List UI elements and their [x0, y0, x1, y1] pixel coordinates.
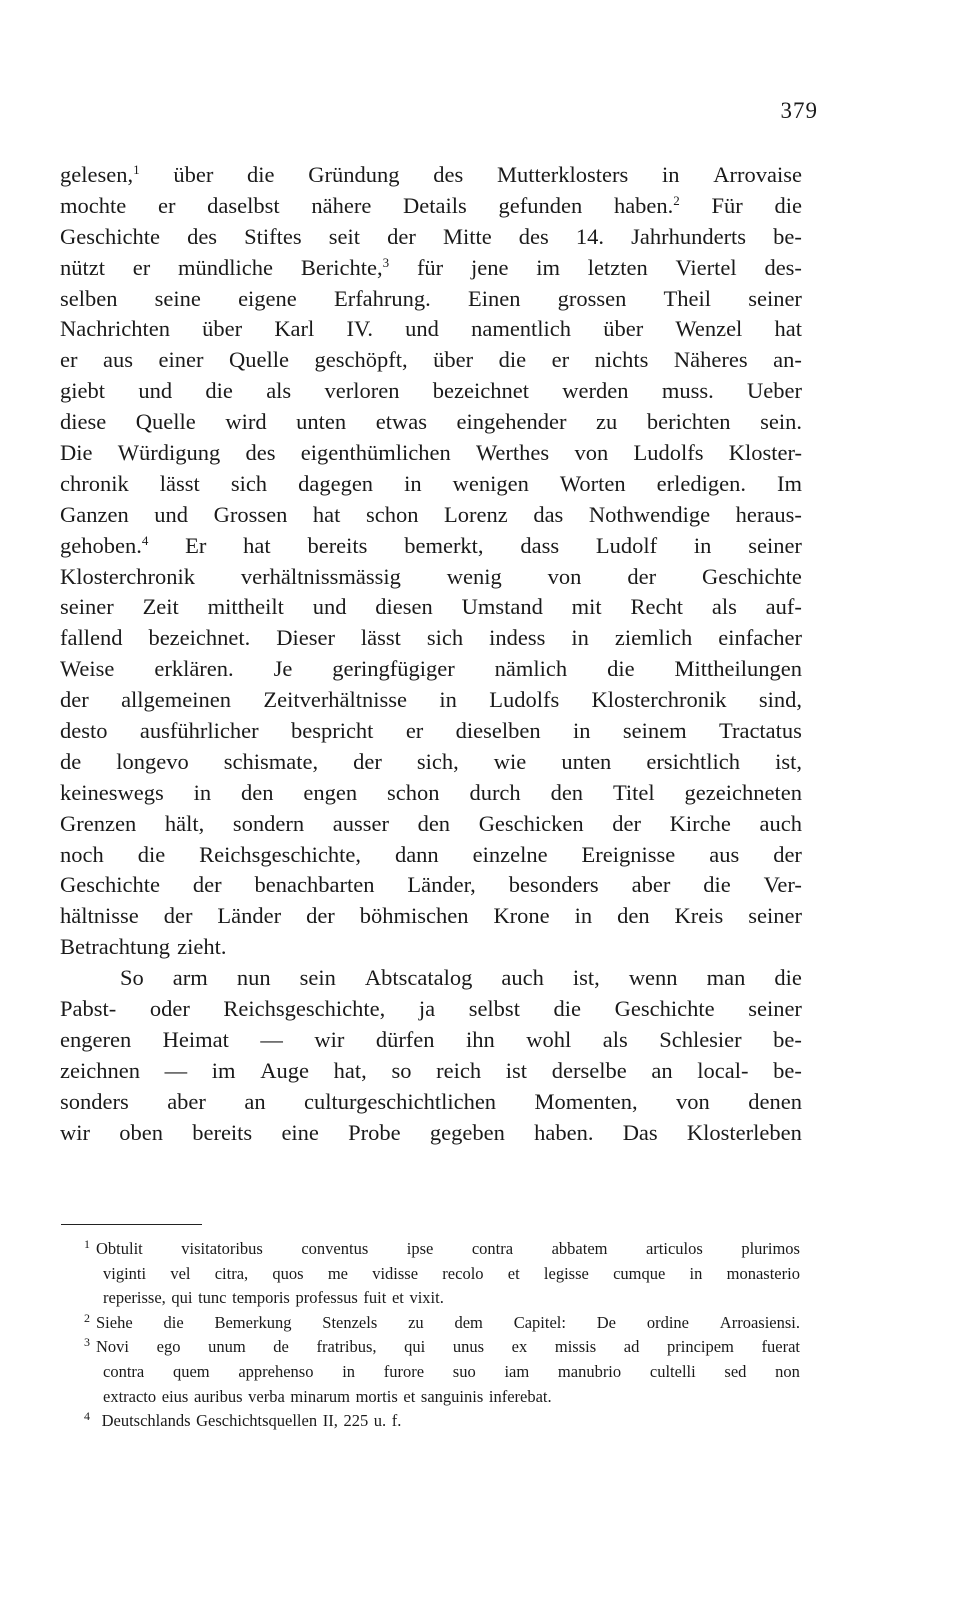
text-line: Die Würdigung des eigenthümlichen Werthes von Ludolfs Kloster- [60, 440, 802, 466]
footnote-separator [61, 1224, 202, 1225]
text-line: chronik lässt sich dagegen in wenigen Worten erledigen. Im [60, 470, 802, 496]
text-line: So arm nun sein Abtscatalog auch ist, wenn man die [120, 965, 802, 991]
page-number: 379 [780, 98, 818, 123]
footnote-line: extracto eius auribus verba minarum mortis et sanguinis inferebat. [103, 1386, 552, 1406]
footnote-line: $^2$ Siehe die Bemerkung Stenzels zu dem Capitel: De ordine Arroasiensi. [84, 1310, 800, 1332]
text-line: sonders aber an culturgeschichtlichen Momenten, von denen [60, 1088, 802, 1114]
text-line: noch die Reichsgeschichte, dann einzelne Ereignisse aus der [60, 841, 802, 867]
text-line: Geschichte des Stiftes seit der Mitte des 14. Jahrhunderts be- [60, 223, 802, 249]
text-line: zeichnen — im Auge hat, so reich ist derselbe an local- be- [60, 1057, 802, 1083]
text-line: Betrachtung zieht. [60, 934, 227, 960]
text-line: wir oben bereits eine Probe gegeben haben. Das Klosterleben [60, 1119, 802, 1145]
footnote-line: contra quem apprehenso in furore suo iam manubrio cultelli sed non [103, 1361, 800, 1381]
footnote-marker: 4 [84, 1409, 90, 1424]
text-line: giebt und die als verloren bezeichnet werden muss. Ueber [60, 378, 802, 404]
text-line: desto ausführlicher bespricht er dieselben in seinem Tractatus [60, 718, 802, 744]
main-text [60, 160, 802, 1149]
text-line: Klosterchronik verhältnissmässig wenig von der Geschichte [60, 563, 802, 589]
text-line: gelesen,$^1$ über die Gründung des Mutterklosters in Arrovaise [60, 162, 802, 187]
footnote-line: $^1$ Obtulit visitatoribus conventus ipse contra abbatem articulos plurimos [84, 1237, 800, 1258]
text-line: keineswegs in den engen schon durch den Titel gezeichneten [60, 779, 802, 805]
text-line: der allgemeinen Zeitverhältnisse in Ludolfs Klosterchronik sind, [60, 687, 802, 713]
footnote-line: viginti vel citra, quos me vidisse recolo et legisse cumque in monasterio [103, 1263, 800, 1283]
footnotes [84, 1237, 800, 1434]
text-line: diese Quelle wird unten etwas eingehender zu berichten sein. [60, 409, 802, 435]
text-line: de longevo schismate, der sich, wie unten ersichtlich ist, [60, 748, 802, 774]
text-line: mochte er daselbst nähere Details gefunden haben.$^2$ Für die [60, 192, 802, 218]
text-line: Weise erklären. Je geringfügiger nämlich die Mittheilungen [60, 656, 802, 682]
text-line: Geschichte der benachbarten Länder, besonders aber die Ver- [60, 872, 802, 898]
text-line: fallend bezeichnet. Dieser lässt sich indess in ziemlich einfacher [60, 625, 802, 651]
footnote-line: $^4$ Deutschlands Geschichtsquellen II, 225 u. f. [84, 1409, 402, 1431]
text-line: Pabst- oder Reichsgeschichte, ja selbst die Geschichte seiner [60, 996, 802, 1022]
text-line: nützt er mündliche Berichte,$^3$ für jene im letzten Viertel des- [60, 254, 802, 280]
text-line: engeren Heimat — wir dürfen ihn wohl als Schlesier be- [60, 1026, 802, 1052]
text-line: seiner Zeit mittheilt und diesen Umstand mit Recht als auf- [60, 594, 802, 620]
footnote-marker: 1 [84, 1237, 90, 1251]
text-line: gehoben.$^4$ Er hat bereits bemerkt, dass Ludolf in seiner [60, 532, 802, 558]
text-line: hältnisse der Länder der böhmischen Krone in den Kreis seiner [60, 903, 802, 929]
footnote-line: $^3$ Novi ego unum de fratribus, qui unus ex missis ad principem fuerat [84, 1335, 800, 1357]
text-line: Ganzen und Grossen hat schon Lorenz das Nothwendige heraus- [60, 501, 802, 527]
text-line: er aus einer Quelle geschöpft, über die er nichts Näheres an- [60, 347, 802, 373]
footnote-marker: 2 [84, 1310, 90, 1325]
text-line: Grenzen hält, sondern ausser den Geschicken der Kirche auch [60, 810, 802, 836]
text-line: Nachrichten über Karl IV. und namentlich über Wenzel hat [60, 316, 802, 342]
footnote-marker: 3 [84, 1335, 90, 1350]
text-line: selben seine eigene Erfahrung. Einen grossen Theil seiner [60, 285, 802, 311]
footnote-line: reperisse, qui tunc temporis professus fuit et vixit. [103, 1288, 444, 1308]
